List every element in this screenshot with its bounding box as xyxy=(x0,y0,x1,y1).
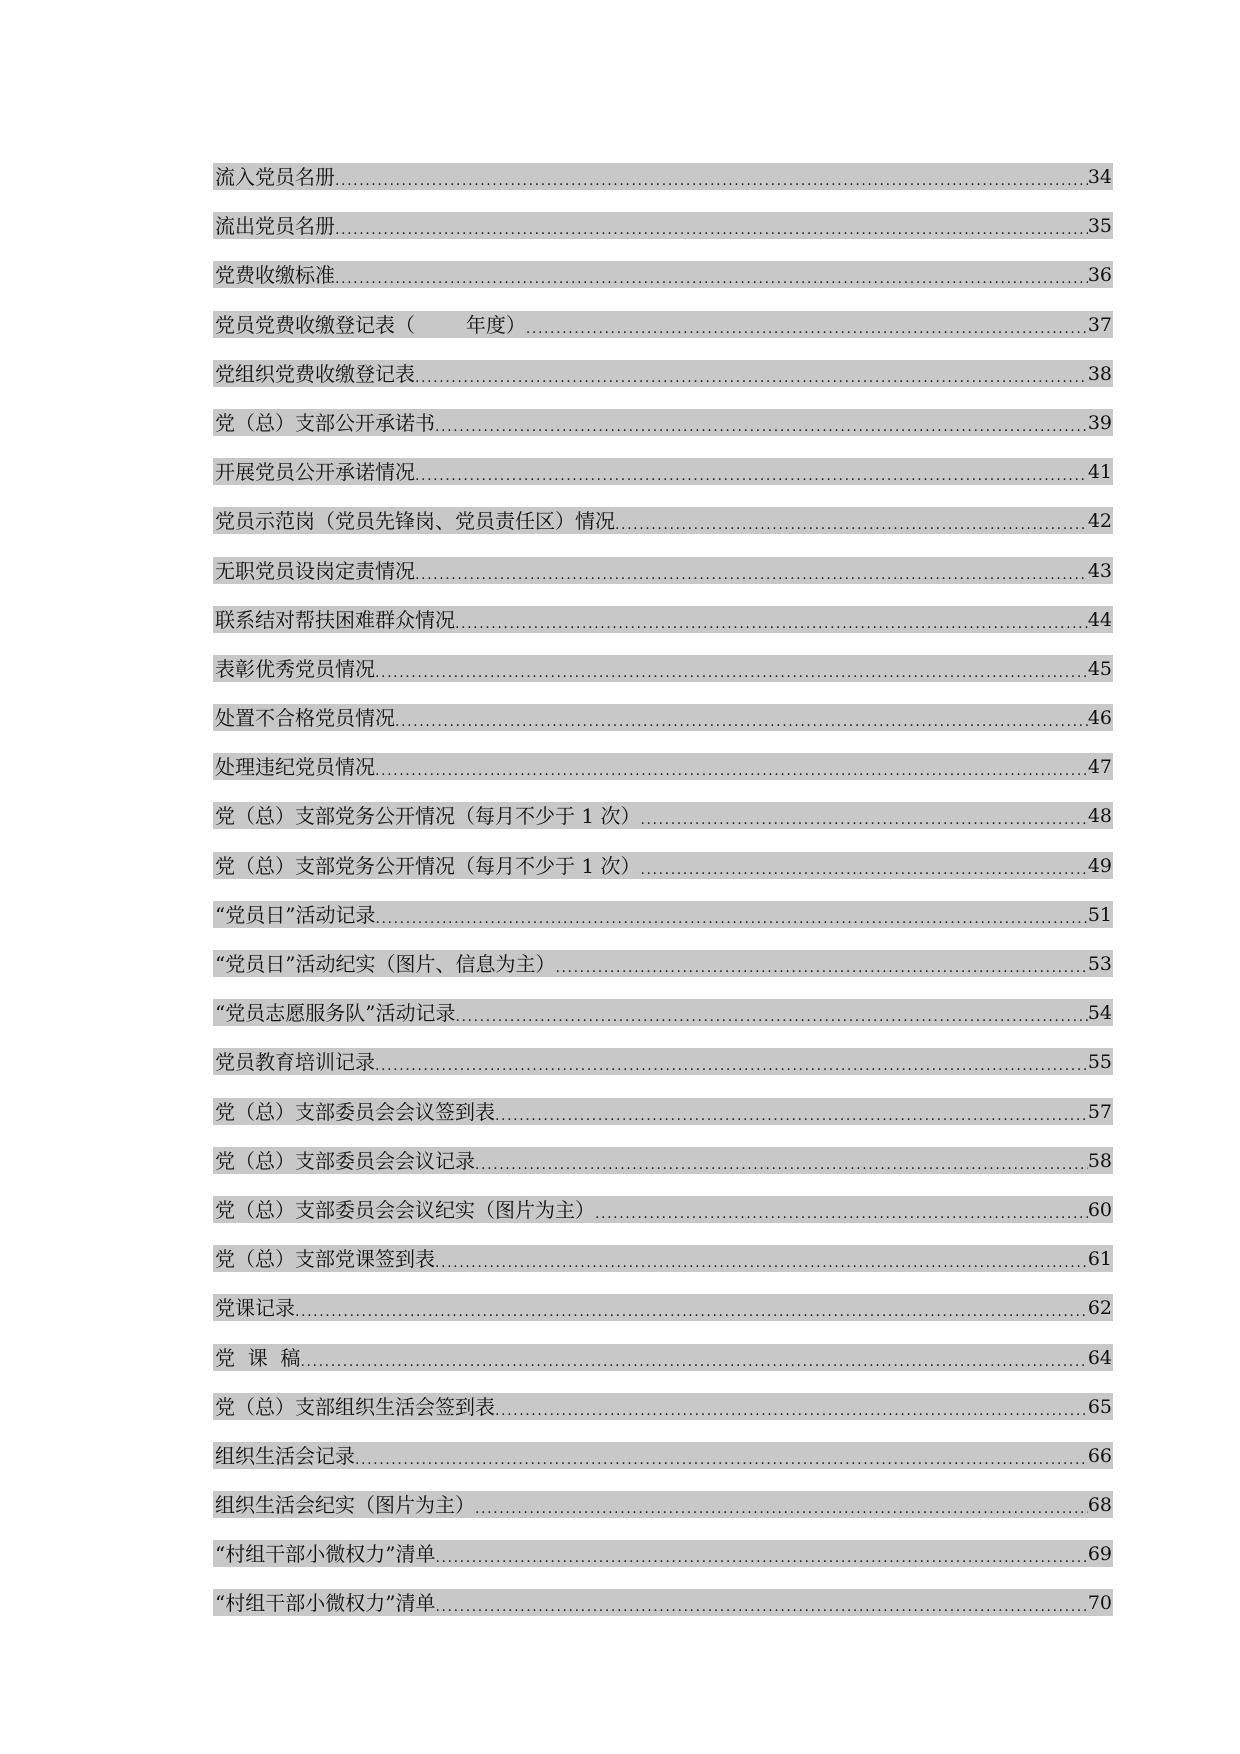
toc-entry-title: 党（总）支部委员会会议记录 xyxy=(215,1148,475,1173)
toc-dot-leader xyxy=(355,1444,1088,1469)
toc-entry-page: 65 xyxy=(1087,1395,1112,1418)
toc-dot-leader xyxy=(375,755,1088,780)
toc-entry xyxy=(213,209,1113,258)
toc-link[interactable] xyxy=(213,1491,1113,1518)
toc-link[interactable] xyxy=(213,311,1113,338)
toc-entry-title: 联系结对帮扶困难群众情况 xyxy=(215,607,455,632)
toc-link[interactable] xyxy=(213,852,1113,879)
toc-dot-leader xyxy=(435,1591,1087,1616)
toc-entry-title: “党员日”活动纪实（图片、信息为主） xyxy=(215,952,556,976)
toc-entry xyxy=(213,799,1113,848)
toc-entry xyxy=(213,898,1113,947)
toc-entry-title: 党（总）支部委员会会议纪实（图片为主） xyxy=(215,1197,595,1222)
toc-dot-leader xyxy=(526,313,1088,338)
toc-entry-page: 34 xyxy=(1087,166,1112,188)
toc-entry xyxy=(213,1390,1113,1439)
toc-dot-leader xyxy=(375,1050,1088,1075)
toc-entry-title: 党（总）支部公开承诺书 xyxy=(215,410,435,435)
toc-entry xyxy=(213,750,1113,799)
toc-link[interactable] xyxy=(213,704,1113,731)
toc-entry-page: 57 xyxy=(1087,1100,1112,1123)
toc-entry-page: 41 xyxy=(1087,461,1112,484)
toc-dot-leader xyxy=(475,1149,1088,1174)
toc-link[interactable] xyxy=(213,1393,1113,1420)
toc-entry xyxy=(213,849,1113,898)
toc-entry xyxy=(213,406,1113,455)
toc-dot-leader xyxy=(415,559,1088,584)
toc-entry-page: 36 xyxy=(1087,264,1112,287)
toc-entry xyxy=(213,160,1113,209)
toc-entry-title: 组织生活会记录 xyxy=(215,1443,355,1468)
toc-dot-leader xyxy=(455,1001,1087,1026)
toc-entry xyxy=(213,455,1113,504)
toc-dot-leader xyxy=(640,854,1087,879)
toc-entry xyxy=(213,701,1113,750)
toc-link[interactable] xyxy=(213,1540,1113,1567)
toc-link[interactable] xyxy=(213,409,1113,436)
toc-entry-page: 66 xyxy=(1087,1444,1112,1467)
toc-entry xyxy=(213,996,1113,1045)
toc-entry-page: 49 xyxy=(1087,854,1112,877)
toc-entry-page: 42 xyxy=(1087,510,1112,533)
toc-entry xyxy=(213,308,1113,357)
toc-entry-page: 38 xyxy=(1087,362,1112,385)
toc-dot-leader xyxy=(495,1100,1088,1125)
toc-entry-title: 党 课 稿 xyxy=(215,1345,301,1370)
toc-link[interactable] xyxy=(213,212,1113,239)
toc-link[interactable] xyxy=(213,1294,1113,1321)
toc-entry-title: “党员志愿服务队”活动记录 xyxy=(215,1001,456,1026)
toc-dot-leader xyxy=(300,1346,1087,1371)
toc-entry-title: 党员示范岗（党员先锋岗、党员责任区）情况 xyxy=(215,509,615,534)
toc-entry-page: 51 xyxy=(1087,903,1112,926)
toc-entry xyxy=(213,652,1113,701)
toc-entry xyxy=(213,603,1113,652)
toc-entry-page: 54 xyxy=(1087,1002,1112,1025)
toc-entry-title: 表彰优秀党员情况 xyxy=(215,656,375,681)
toc-entry xyxy=(213,554,1113,603)
toc-dot-leader xyxy=(555,952,1087,977)
toc-dot-leader xyxy=(475,1493,1088,1518)
toc-link[interactable] xyxy=(213,901,1113,928)
toc-entry xyxy=(213,357,1113,406)
toc-dot-leader xyxy=(455,608,1088,633)
toc-entry-page: 53 xyxy=(1087,953,1112,975)
toc-dot-leader xyxy=(640,804,1087,829)
toc-dot-leader xyxy=(415,362,1088,387)
toc-link[interactable] xyxy=(213,1245,1113,1272)
toc-entry xyxy=(213,1045,1113,1094)
toc-link[interactable] xyxy=(213,1196,1113,1223)
toc-link[interactable] xyxy=(213,1147,1113,1174)
toc-dot-leader xyxy=(435,411,1088,436)
toc-dot-leader xyxy=(375,657,1088,682)
toc-entry-title: 党员党费收缴登记表（ 年度） xyxy=(215,312,526,337)
toc-entry-page: 70 xyxy=(1087,1592,1112,1615)
toc-entry-title: 开展党员公开承诺情况 xyxy=(215,460,415,485)
toc-link[interactable] xyxy=(213,1589,1113,1616)
toc-entry-title: 流出党员名册 xyxy=(215,214,335,239)
toc-link[interactable] xyxy=(213,753,1113,780)
toc-entry xyxy=(213,1193,1113,1242)
toc-link[interactable] xyxy=(213,458,1113,485)
toc-entry xyxy=(213,1537,1113,1586)
toc-link[interactable] xyxy=(213,163,1113,190)
toc-entry xyxy=(213,1488,1113,1537)
toc-entry-title: 党（总）支部党务公开情况（每月不少于 1 次） xyxy=(215,804,641,829)
toc-dot-leader xyxy=(335,263,1088,288)
toc-dot-leader xyxy=(375,903,1087,928)
toc-entry-title: 处置不合格党员情况 xyxy=(215,706,395,731)
toc-entry-title: “村组干部小微权力”清单 xyxy=(215,1591,436,1616)
toc-entry xyxy=(213,1586,1113,1635)
toc-link[interactable] xyxy=(213,1048,1113,1075)
toc-entry xyxy=(213,1341,1113,1390)
toc-link[interactable] xyxy=(213,999,1113,1026)
toc-entry-page: 58 xyxy=(1087,1149,1112,1172)
toc-link[interactable] xyxy=(213,606,1113,633)
toc-dot-leader xyxy=(295,1296,1088,1321)
toc-entry-page: 48 xyxy=(1087,805,1112,828)
toc-dot-leader xyxy=(335,165,1088,190)
toc-entry-page: 62 xyxy=(1087,1297,1112,1320)
toc-entry-page: 64 xyxy=(1087,1346,1112,1369)
toc-entry-title: 党费收缴标准 xyxy=(215,263,335,288)
toc-entry-title: “村组干部小微权力”清单 xyxy=(215,1542,436,1567)
toc-entry xyxy=(213,1291,1113,1340)
toc-entry-title: 无职党员设岗定责情况 xyxy=(215,558,415,583)
toc-dot-leader xyxy=(615,509,1088,534)
toc-entry-title: 党组织党费收缴登记表 xyxy=(215,361,415,386)
toc-link[interactable] xyxy=(213,1098,1113,1125)
toc-entry xyxy=(213,258,1113,307)
toc-entry-title: 党（总）支部党课签到表 xyxy=(215,1247,435,1272)
toc-entry-page: 55 xyxy=(1087,1051,1112,1074)
toc-link[interactable] xyxy=(213,1344,1113,1371)
toc-entry xyxy=(213,1242,1113,1291)
toc-entry xyxy=(213,947,1113,996)
toc-entry xyxy=(213,1095,1113,1144)
table-of-contents xyxy=(213,160,1113,1636)
toc-link[interactable] xyxy=(213,950,1113,977)
toc-entry-page: 46 xyxy=(1087,707,1112,730)
toc-entry xyxy=(213,504,1113,553)
toc-entry-page: 69 xyxy=(1087,1543,1112,1566)
toc-entry-title: 党课记录 xyxy=(215,1296,295,1321)
toc-entry-page: 61 xyxy=(1087,1248,1112,1271)
toc-link[interactable] xyxy=(213,1442,1113,1469)
toc-dot-leader xyxy=(335,214,1088,239)
toc-entry xyxy=(213,1439,1113,1488)
toc-entry-page: 35 xyxy=(1087,215,1112,238)
toc-entry xyxy=(213,1144,1113,1193)
toc-link[interactable] xyxy=(213,802,1113,829)
toc-entry-page: 45 xyxy=(1087,657,1112,680)
toc-entry-title: 流入党员名册 xyxy=(215,165,335,189)
toc-dot-leader xyxy=(415,460,1088,485)
toc-entry-title: 党员教育培训记录 xyxy=(215,1050,375,1075)
toc-link[interactable] xyxy=(213,261,1113,288)
toc-entry-page: 37 xyxy=(1087,313,1112,336)
toc-entry-title: 党（总）支部委员会会议签到表 xyxy=(215,1099,495,1124)
toc-dot-leader xyxy=(395,706,1088,731)
toc-dot-leader xyxy=(495,1395,1088,1420)
toc-link[interactable] xyxy=(213,655,1113,682)
toc-dot-leader xyxy=(595,1198,1088,1223)
toc-entry-page: 44 xyxy=(1087,608,1112,631)
toc-entry-page: 68 xyxy=(1087,1494,1112,1517)
toc-link[interactable] xyxy=(213,557,1113,584)
toc-dot-leader xyxy=(435,1247,1088,1272)
toc-entry-page: 39 xyxy=(1087,411,1112,434)
toc-entry-title: 党（总）支部党务公开情况（每月不少于 1 次） xyxy=(215,853,641,878)
toc-entry-page: 47 xyxy=(1087,756,1112,779)
toc-entry-page: 60 xyxy=(1087,1198,1112,1221)
toc-entry-title: 处理违纪党员情况 xyxy=(215,755,375,780)
toc-link[interactable] xyxy=(213,360,1113,387)
toc-entry-title: 党（总）支部组织生活会签到表 xyxy=(215,1394,495,1419)
toc-entry-page: 43 xyxy=(1087,559,1112,582)
toc-link[interactable] xyxy=(213,507,1113,534)
toc-dot-leader xyxy=(435,1542,1087,1567)
toc-entry-title: 组织生活会纪实（图片为主） xyxy=(215,1493,475,1518)
toc-entry-title: “党员日”活动记录 xyxy=(215,902,376,927)
